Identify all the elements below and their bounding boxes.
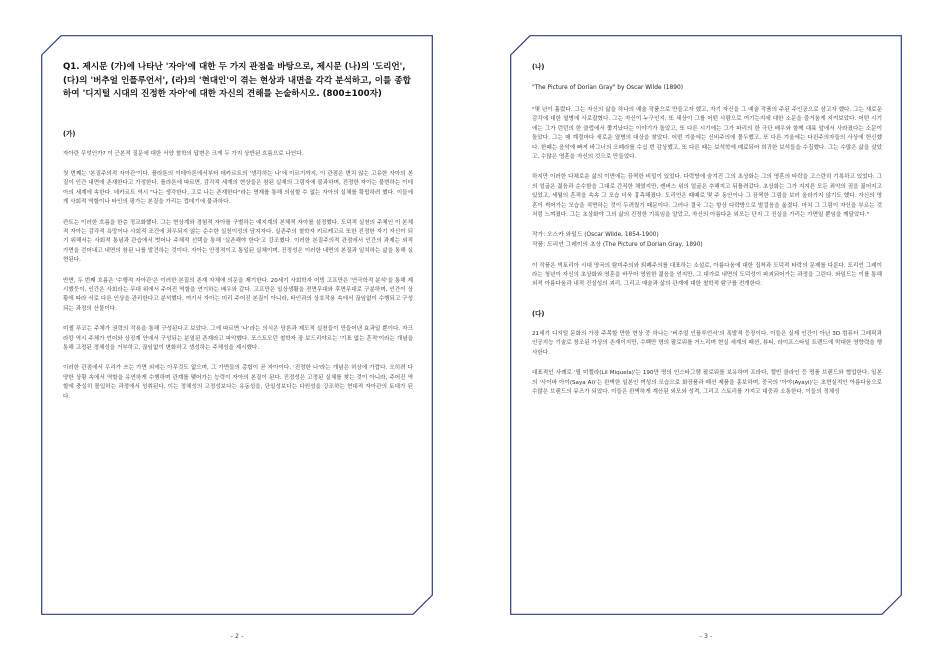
paragraph: 미셸 푸코는 주체가 권력의 작용을 통해 구성된다고 보았다. 그에 따르면 '나'라는 의식은 담론과 제도적 실천들이 만들어낸 효과일 뿐이다. 자크 라캉 역시 주체가 언어와 상징계 안에서 구성되는 분열된 존재라고 파악했다. 포스트모던 철학자 장 보드리야르는 '기표 없는 흔적'이라는 개념을 통해 고정된 정체성을 거부하고, 끊임없이 변화하고 생성하는 주체성을 제시했다. (63, 326, 413, 351)
section-label-ga: (가) (63, 129, 76, 138)
page-frame-right (510, 35, 902, 615)
quote-paragraph: 하지만 이러한 다채로운 삶의 이면에는 끔찍한 비밀이 있었다. 다락방에 숨겨진 그의 초상화는 그의 영혼의 타락을 고스란히 기록하고 있었다. 그의 얼굴은 젊음과 순수함을 그대로 간직한 채였지만, 캔버스 위의 얼굴은 추해지고 뒤틀려갔다. 초상화는 그가 저지른 모든 죄악의 짐을 짊어지고 있었고, 세월의 흔적을 속속 그 모습 더욱 흉측해졌다. 도리언은 때때로 몇 주 동안이나 그 끔찍한 그림을 보러 올라가지 않기도 했다. 자신의 영혼이 썩어가는 모습을 직면하는 것이 두려웠기 때문이다. 그러나 결국 그는 항상 다락방으로 발걸음을 옮겼다. 마치 그 그림이 자신을 부르는 것처럼 느껴졌다. 그는 초상화야 그의 삶의 진정한 기록임을 알았고, 자신의 아름다운 외모는 단지 그 진실을 가리는 가면일 뿐임을 깨달았다." (532, 174, 882, 219)
paragraph: 21세기 디지털 문화의 가장 주목할 만한 현상 중 하나는 '버추얼 인플루언서'의 폭발적 등장이다. 이들은 실제 인간이 아닌 3D 컴퓨터 그래픽과 인공지능 기술로 창조된 가상의 존재이지만, 수백만 명의 팔로워를 거느리며 현실 세계의 패션, 뷰티, 라이프스타일 트렌드에 막대한 영향력을 행사한다. (532, 330, 882, 356)
paragraph: 이러한 관점에서 우리가 쓰는 가면 외에는 아무것도 없으며, 그 가면들의 총합이 곧 자아이다. '진정한 나'라는 개념은 허상에 가깝다. 오히려 다양한 상황 속에서 역할을 유연하게 수행하며 관계를 맺어가는 능력이 자아의 본질이 된다. 진정성은 고정된 실체를 찾는 것이 아니라, 주어진 역할에 충실히 몰입하는 과정에서 성취된다. 이는 정체성의 고정성보다는 유동성을, 단일성보다는 다원성을 강조하는 현대적 자아관의 토대가 된다. (63, 365, 413, 400)
page-content-right (510, 35, 902, 615)
paragraph: 반면, 두 번째 흐름은 '수행적 자아관'은 이러한 본질의 존재 자체에 의문을 제기한다. 20세기 사회학자 어빙 고프만은 '연극학적 분석'을 통해 제시했듯이, 인간은 사회라는 무대 위에서 주어진 역할을 연기하는 배우와 같다. 고프만은 일상생활을 전면무대와 후면무대로 구분하며, 인간이 상황에 따라 서로 다른 인상을 관리한다고 분석했다. 여기서 자아는 미리 주어진 본질이 아니라, 타인과의 상호작용 속에서 끊임없이 수행되고 구성되는 과정의 산물이다. (63, 277, 413, 312)
paragraph: 칸트는 이러한 흐름을 한층 정교화했다. 그는 현상계와 경험적 자아를 구별하는 예지계의 본체적 자아를 설정했다. 도덕적 실천의 주체인 이 본체적 자아는 감각적 욕망이나 사회적 조건에 좌우되지 않는 순수한 실천이성의 담지자다. 실존주의 철학자 키르케고르 또한 진정한 자기 자신이 되기 위해서는 사회적 통념과 관습에서 벗어나 주체적 선택을 통해 '실존해야 한다'고 강조했다. 이러한 본질주의적 관점에서 인간의 과제는 외적 가면을 걷어내고 내면의 참된 나를 발견하는 것이다. 자아는 안정적이고 통일된 실체이며, 진정성은 이러한 내면의 본질과 일치하는 삶을 통해 실현된다. (63, 219, 413, 264)
paragraph: 첫 번째는 '본질주의적 자아관'이다. 플라톤의 이데아론에서부터 데카르트의 '생각하는 나'에 이르기까지, 이 관점은 변치 않는 고유한 자아의 본질이 인간 내면에 존재한다고 가정한다. 플라톤에 따르면, 감각적 세계의 현상들은 참된 실재의 그림자에 불과하며, 진정한 자아는 불변하는 이데아의 세계에 속한다. 데카르트 역시 "나는 생각한다, 고로 나는 존재한다"라는 명제를 통해 의심할 수 없는 자아의 실체를 확립하려 했다. 이들에게 사회적 역할이나 타인의 평가는 본질을 가리는 껍데기에 불과하다. (63, 170, 413, 206)
page-content-left (41, 35, 433, 615)
page-number-right: - 3 - (699, 632, 713, 640)
paragraph: 자아란 무엇인가? 이 근본적 질문에 대한 서양 철학의 답변은 크게 두 가지 상반된 흐름으로 나뉜다. (63, 150, 304, 157)
section-label-na: (나) (532, 63, 545, 71)
question-text: Q1. 제시문 (가)에 나타난 '자아'에 대한 두 가지 관점을 바탕으로, 제시문 (나)의 '도리언', (다)의 '버추얼 인플루언서', (라)의 '현대인'이 겪는 현상과 내면을 각각 분석하고, 이를 종합하여 '디지털 시대의 진정한 자아'에 대한 자신의 견해를 논술하시오. (800±100자) (63, 62, 411, 99)
work-line: 작품: 도리언 그레이의 초상 (The Picture of Dorian Gray, 1890) (532, 242, 703, 249)
quote-paragraph: "몇 년이 흘렀다. 그는 자신의 삶을 하나의 예술 작품으로 만들고자 했고, 자기 자신을 그 예술 작품의 주된 주인공으로 삼고자 했다. 그는 새로운 감각에 대한 열병에 사로잡혔다. 그는 자신이 누구인지, 또 세상이 그를 어떤 사람으로 여기는지에 대한 소문을 즐거움게 지켜보았다. 어떤 시기에는 그가 런던의 한 클럽에서 쫓겨났다는 이야기가 돌았고, 또 다른 시기에는 그가 파리의 한 극단 배우와 함께 대륙 앞에서 사라졌다는 소문이 돌았다. 그는 매 계절마다 새로운 열병의 대상을 찾았다. 어떤 겨울에는 신비주의에 몰두했고, 또 다른 겨울에는 다윈주의자들의 사상에 헌신했다. 한때는 음악에 빠져 바그너의 오페라를 수십 번 감상했고, 또 다른 때는 보석학에 매료되어 희귀한 보석들을 수집했다. 그는 수많은 삶을 살았고, 수많은 영혼을 자신의 것으로 만들었다. (532, 107, 882, 161)
page-frame-left (41, 35, 433, 615)
author-line: 작가: 오스카 와일드 (Oscar Wilde, 1854-1900) (532, 232, 659, 239)
paragraph: 대표적인 사례로 '릴 미켈라(Lil Miquela)'는 190만 명의 인스타그램 팔로워를 보유하며 프라다, 캘빈 클라인 등 명품 브랜드와 협업한다. 일본의 '사이바 아이(Saya Ai)'는 완벽한 일본인 여성의 모습으로 화장품과 패션 제품을 홍보하며, 중국의 '아야(Ayayi)'는 초현실적인 아름다움으로 수많은 브랜드의 뮤즈가 되었다. 이들은 완벽하게 계산된 외모와 성격, 그리고 스토리를 가지고 대중과 소통한다. 이들의 정체성 (532, 370, 882, 395)
page-number-left: - 2 - (230, 632, 244, 640)
description-paragraph: 이 작품은 빅토리아 시대 영국의 탐미주의와 퇴폐주의를 대표하는 소설로, 아름다움에 대한 집착과 도덕적 타락의 문제를 다룬다. 도리언 그레이라는 청년이 자신의 초상화와 영혼을 바꾸어 영원한 젊음을 얻지만, 그 대가로 내면의 도덕성이 파괴되어가는 과정을 그린다. 와일드는 이를 통해 외적 아름다움과 내적 진실성의 괴리, 그리고 예술과 삶의 관계에 대한 철학적 탐구를 전개한다. (532, 262, 882, 288)
book-title: "The Picture of Dorian Gray" by Oscar Wilde (1890) (532, 85, 684, 91)
section-label-da: (다) (532, 309, 545, 318)
